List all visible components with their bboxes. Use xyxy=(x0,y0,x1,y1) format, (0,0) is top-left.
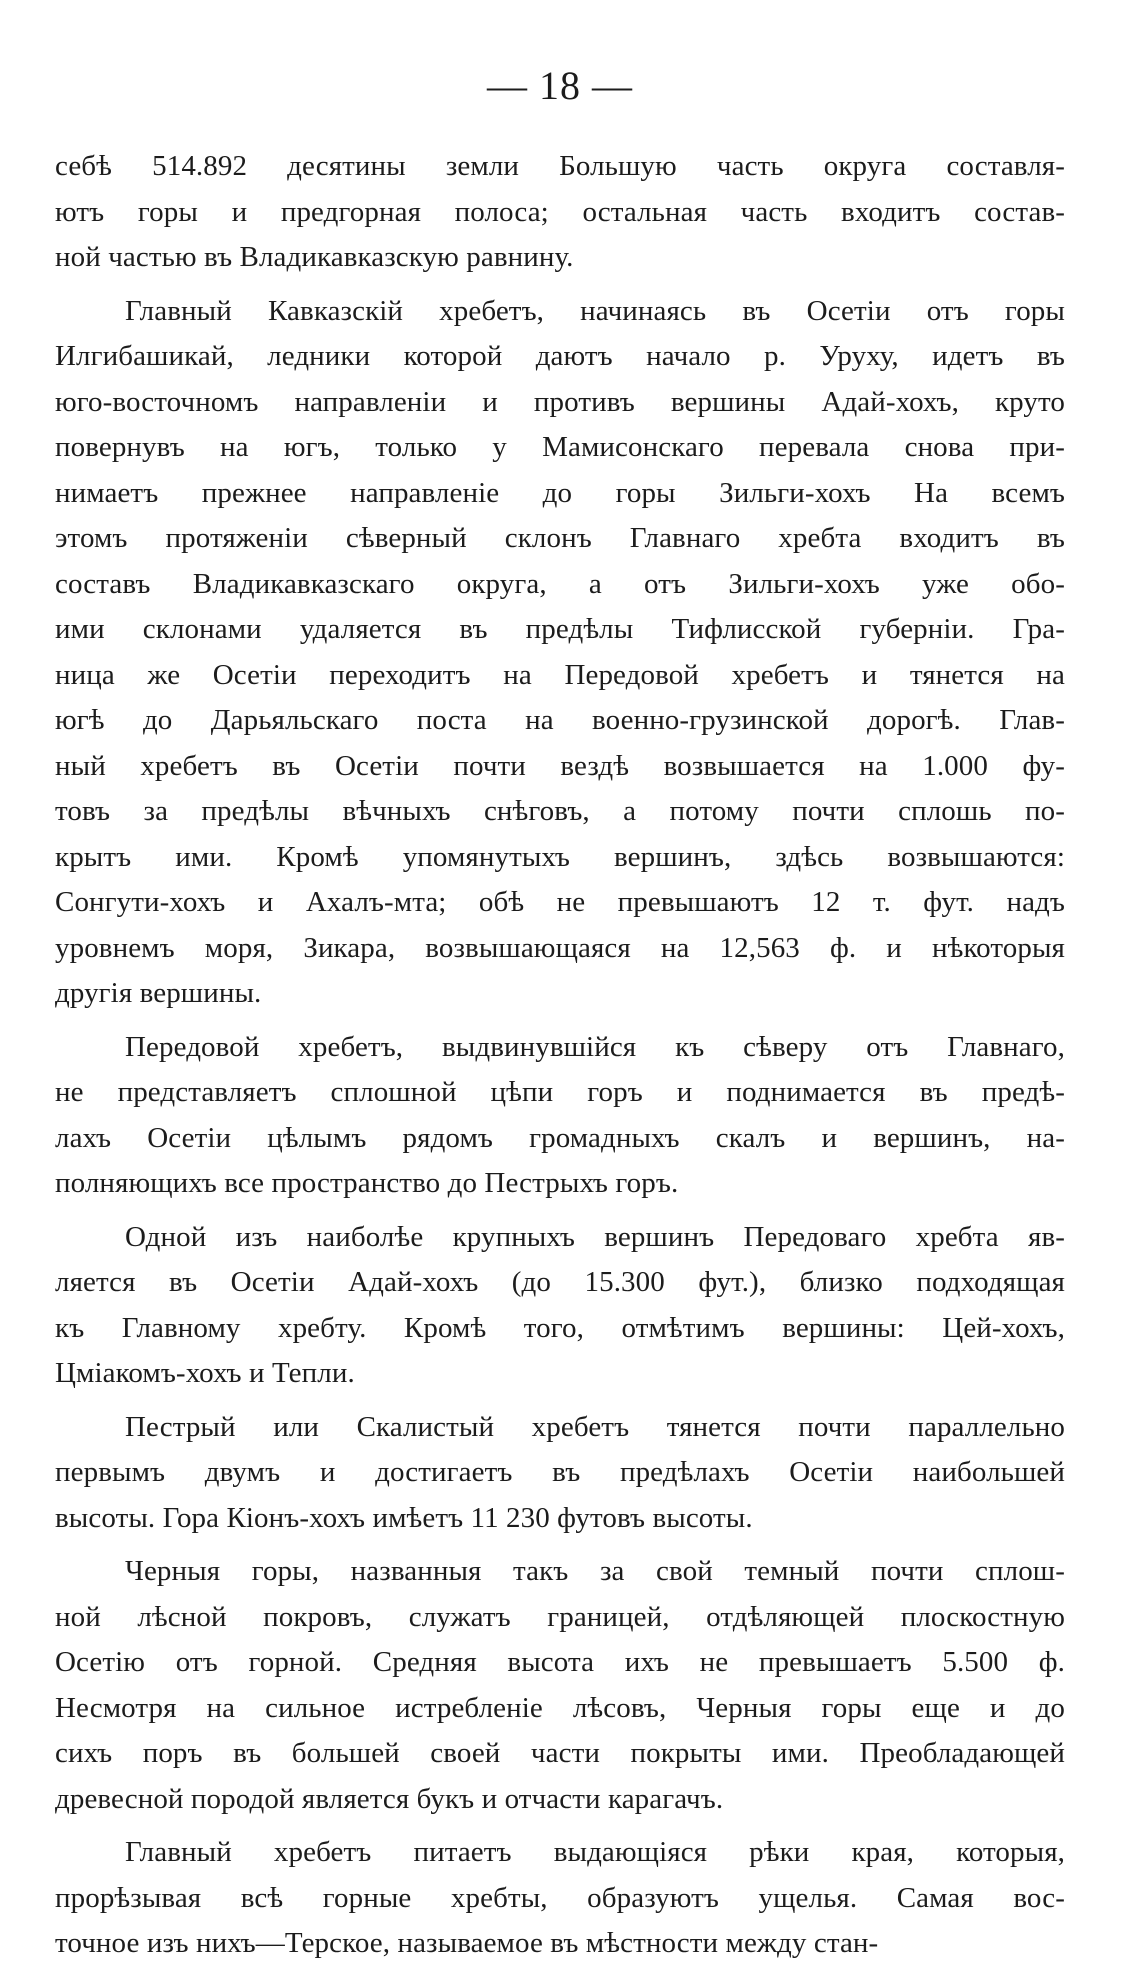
text-line: Пестрый или Скалистый хребетъ тянется почти параллельно xyxy=(125,1410,1065,1443)
text-line: повернувъ на югъ, только у Мамисонскаго перевала снова при- xyxy=(55,431,1065,463)
text-line: Одной изъ наиболѣе крупныхъ вершинъ Передоваго хребта яв- xyxy=(125,1220,1065,1253)
text-line: Передовой хребетъ, выдвинувшійся къ сѣверу отъ Главнаго, xyxy=(125,1030,1065,1063)
text-line: точное изъ нихъ—Терское, называемое въ мѣстности между стан- xyxy=(55,1927,879,1959)
text-line: прорѣзывая всѣ горные хребты, образуютъ ущелья. Самая вос- xyxy=(55,1881,1065,1914)
text-line: не представляетъ сплошной цѣпи горъ и поднимается въ предѣ- xyxy=(55,1076,1065,1108)
text-line: уровнемъ моря, Зикара, возвышающаяся на 12,563 ф. и нѣкоторыя xyxy=(55,931,1065,964)
paragraph xyxy=(55,1405,1065,1542)
paragraph xyxy=(55,144,1065,281)
text-line: лахъ Осетіи цѣлымъ рядомъ громадныхъ скалъ и вершинъ, на- xyxy=(55,1121,1065,1154)
paragraph xyxy=(55,1830,1065,1967)
paragraph xyxy=(55,1549,1065,1822)
text-line: древесной породой является букъ и отчасти карагачъ. xyxy=(55,1782,724,1815)
text-line: Несмотря на сильное истребленіе лѣсовъ, Черныя горы еще и до xyxy=(55,1691,1065,1724)
text-line: Осетію отъ горной. Средняя высота ихъ не превышаетъ 5.500 ф. xyxy=(55,1646,1065,1678)
text-line: ной лѣсной покровъ, служатъ границей, отдѣляющей плоскостную xyxy=(55,1600,1065,1633)
text-line: составъ Владикавказскаго округа, а отъ Зильги-хохъ уже обо- xyxy=(55,567,1065,600)
text-line: Главный хребетъ питаетъ выдающіяся рѣки края, которыя, xyxy=(125,1836,1065,1868)
paragraph xyxy=(55,1215,1065,1397)
text-line: ими склонами удаляется въ предѣлы Тифлисской губерніи. Гра- xyxy=(55,613,1065,645)
text-line: ный хребетъ въ Осетіи почти вездѣ возвышается на 1.000 фу- xyxy=(55,749,1065,782)
text-line: крытъ ими. Кромѣ упомянутыхъ вершинъ, здѣсь возвышаются: xyxy=(55,840,1065,873)
text-line: къ Главному хребту. Кромѣ того, отмѣтимъ вершины: Цей-хохъ, xyxy=(55,1311,1065,1344)
page-number: — 18 — xyxy=(487,63,633,108)
text-line: сихъ поръ въ большей своей части покрыты ими. Преобладающей xyxy=(55,1737,1065,1769)
text-line: Черныя горы, названныя такъ за свой темный почти сплош- xyxy=(125,1555,1065,1587)
text-line: другія вершины. xyxy=(55,977,262,1009)
text-line: ница же Осетіи переходитъ на Передовой хребетъ и тянется на xyxy=(55,658,1065,691)
text-line: югѣ до Дарьяльскаго поста на военно-грузинской дорогѣ. Глав- xyxy=(55,704,1065,736)
text-line: Главный Кавказскій хребетъ, начинаясь въ Осетіи отъ горы xyxy=(125,294,1065,327)
text-line: товъ за предѣлы вѣчныхъ снѣговъ, а потому почти сплошь по- xyxy=(55,795,1065,827)
text-line: юго-восточномъ направленіи и противъ вершины Адай-хохъ, круто xyxy=(55,385,1065,418)
text-line: первымъ двумъ и достигаетъ въ предѣлахъ Осетіи наибольшей xyxy=(55,1456,1065,1488)
text-line: ной частью въ Владикавказскую равнину. xyxy=(55,241,574,273)
text-line: ляется въ Осетіи Адай-хохъ (до 15.300 фут.), близко подходящая xyxy=(55,1266,1065,1298)
text-line: ютъ горы и предгорная полоса; остальная часть входитъ состав- xyxy=(55,195,1065,228)
text-line: этомъ протяженіи сѣверный склонъ Главнаго хребта входитъ въ xyxy=(55,522,1065,554)
text-line: Цміакомъ-хохъ и Тепли. xyxy=(55,1357,355,1389)
text-line: Илгибашикай, ледники которой даютъ начало р. Уруху, идетъ въ xyxy=(55,340,1065,372)
text-line: себѣ 514.892 десятины земли Большую часть округа составля- xyxy=(55,150,1065,182)
text-line: Сонгути-хохъ и Ахалъ-мта; обѣ не превышаютъ 12 т. фут. надъ xyxy=(55,886,1065,918)
text-body xyxy=(55,144,1065,1967)
paragraph xyxy=(55,1025,1065,1207)
paragraph xyxy=(55,289,1065,1017)
text-line: полняющихъ все пространство до Пестрыхъ горъ. xyxy=(55,1167,679,1199)
document-page xyxy=(55,62,1065,1959)
text-line: нимаетъ прежнее направленіе до горы Зильги-хохъ На всемъ xyxy=(55,476,1065,509)
text-line: высоты. Гора Кіонъ-хохъ имѣетъ 11 230 футовъ высоты. xyxy=(55,1501,753,1534)
